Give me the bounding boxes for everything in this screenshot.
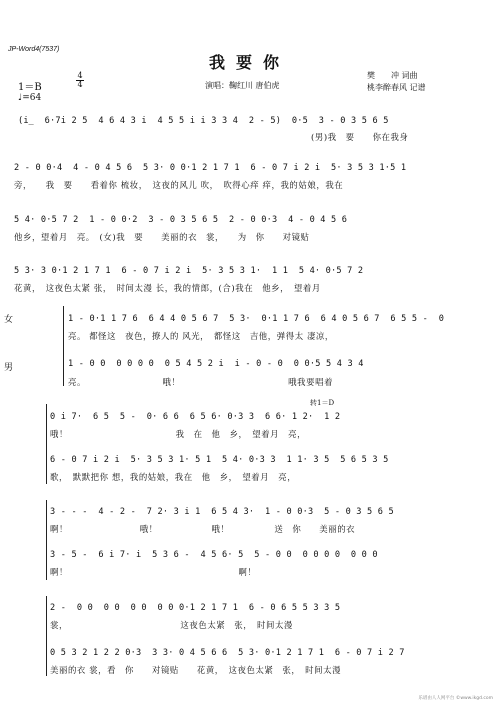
- lyric-line-8-male: 美丽的衣 裳，看 你 对镜贴 花黄， 这夜色太紧 张， 时间太漫: [50, 665, 342, 675]
- lyric-line-5-male: 亮。 哦！ 哦我要唱着: [68, 377, 334, 387]
- lyric-line-7-male: 啊！ 啊！: [50, 567, 257, 577]
- document-tag: JP-Word4(7537): [8, 46, 60, 53]
- notation-line-8-male: 0 5 3 2 1 2 2 0·3 3 3· 0 4 5 6 6 5 3· 0·1 2 1 7 1 6 - 0 7 i 2 7: [50, 648, 405, 658]
- lyric-line-5-female: 亮。 都怪这 夜色，撩人的 风光， 都怪这 吉他，弹得太 凄凉，: [68, 331, 334, 341]
- notation-line-7-female: 3 - - - 4 - 2 - 7 2· 3 i 1 6 5 4 3· 1 - 0 0·3 5 - 0 3 5 6 5: [50, 507, 394, 517]
- lyric-line-6-male: 歌， 默默把你 想，我的姑娘，我在 他 乡， 望着月 亮，: [50, 472, 297, 482]
- notation-line-3: 5 4· 0·5 7 2 1 - 0 0·2 3 - 0 3 5 6 5 2 - 0 0·3 4 - 0 4 5 6: [14, 215, 348, 225]
- time-signature: [76, 72, 84, 89]
- system-brace-1: [63, 306, 64, 386]
- time-signature-bottom: 4: [77, 80, 83, 89]
- authors-credit: [367, 70, 426, 94]
- lyric-line-7-female: 啊！ 哦！ 哦！ 送 你 美丽的衣: [50, 524, 356, 534]
- lyric-line-1: (男)我 要 你在我身: [311, 132, 409, 142]
- notation-line-5-male: 1 - 0 0 0 0 0 0 0 5 4 5 2 i i - 0 - 0 0 0·5 5 4 3 4: [68, 359, 364, 369]
- notation-line-2: 2 - 0 0·4 4 - 0 4 5 6 5 3· 0 0·1 2 1 7 1 6 - 0 7 i 2 i 5· 3 5 3 1·5 1: [14, 163, 407, 173]
- singers-credit: 演唱：鞠红川 唐伯虎: [205, 81, 280, 90]
- system-brace-2: [46, 404, 47, 484]
- notation-line-5-female: 1 - 0·1 1 7 6 6 4 4 0 5 6 7 5 3· 0·1 1 7 6 6 4 0 5 6 7 6 5 5 - 0: [68, 314, 445, 324]
- notation-line-6-female: 0 i 7· 6 5 5 - 0· 6 6 6 5 6· 0·3 3 6 6· 1 2· 1 2: [50, 412, 341, 422]
- watermark: 乐谱由人人网平台 ©www.ikgd.com: [418, 696, 493, 701]
- notation-line-6-male: 6 - 0 7 i 2 i 5· 3 5 3 1· 5 1 5 4· 0·3 3 1 1· 3 5 5 6 5 3 5: [50, 455, 389, 465]
- tempo-marking: ♩=64: [18, 93, 42, 103]
- notation-line-7-male: 3 - 5 - 6 i 7· i 5 3 6 - 4 5 6· 5 5 - 0 0 0 0 0 0 0 0 0: [50, 550, 378, 560]
- transcriber-credit: 桃李醉春风 记谱: [367, 83, 426, 92]
- male-part-label: 男: [4, 363, 14, 373]
- lyric-line-3: 他乡，望着月 亮。 (女)我 要 美丽的衣 裳， 为 你 对镜贴: [14, 232, 310, 242]
- lyric-line-2: 旁， 我 要 看着你 梳妆， 这夜的风儿 吹， 吹得心痒 痒，我的姑娘，我在: [14, 180, 344, 190]
- key-change-marker: 转1＝D: [310, 399, 335, 407]
- notation-line-1: (i̲ 6·7i 2 5 4 6 4 3 i 4 5 5 i i 3 3 4 2 - 5) 0·5 3 - 0 3 5 6 5: [18, 116, 389, 126]
- key-signature: 1＝B: [18, 82, 42, 93]
- lyric-line-6-female: 哦！ 我 在 他 乡， 望着月 亮，: [50, 429, 307, 439]
- song-title: 我要你: [208, 53, 290, 72]
- system-brace-4: [46, 596, 47, 676]
- female-part-label: 女: [4, 315, 14, 325]
- lyricist-credit: 樊 冲 词曲: [367, 71, 418, 80]
- lyric-line-8-female: 裳， 这夜色太紧 张， 时间太漫: [50, 620, 293, 630]
- notation-line-8-female: 2 - 0 0 0 0 0 0 0 0 0·1 2 1 7 1 6 - 0 6 5 5 3 3 5: [50, 603, 341, 613]
- notation-line-4: 5 3· 3 0·1 2 1 7 1 6 - 0 7 i 2 i 5· 3 5 3 1· 1 1 5 4· 0·5 7 2: [14, 266, 364, 276]
- time-signature-top: 4: [77, 71, 83, 80]
- system-brace-3: [46, 500, 47, 580]
- lyric-line-4: 花黄， 这夜色太紧 张， 时间太漫 长，我的情郎，(合)我在 他乡， 望着月: [14, 283, 321, 293]
